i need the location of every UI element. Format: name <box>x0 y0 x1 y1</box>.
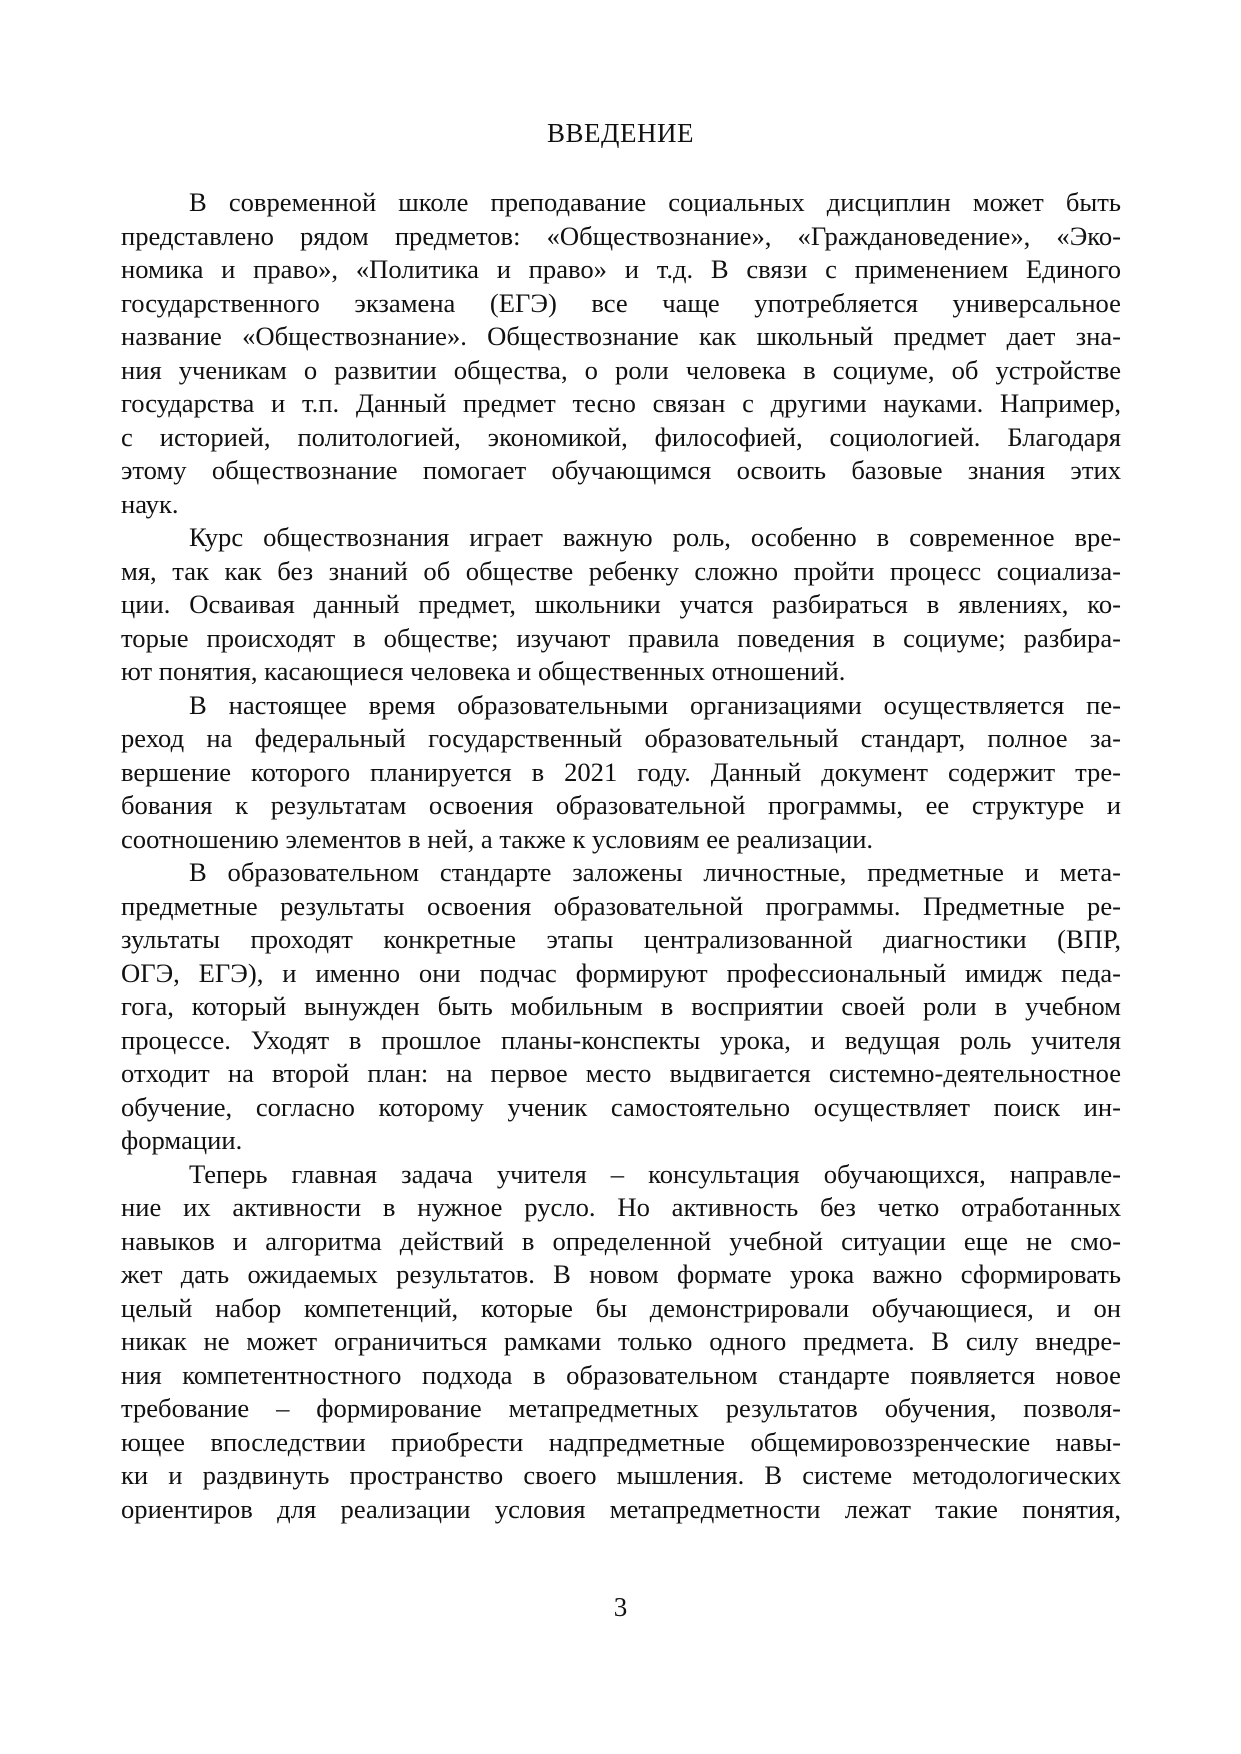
text-line: ют понятия, касающиеся человека и общественных отношений. <box>121 656 846 686</box>
text-line: процессе. Уходят в прошлое планы-конспекты урока, и ведущая роль учителя <box>121 1024 1121 1055</box>
text-line: представлено рядом предметов: «Обществознание», «Граждановедение», «Эко- <box>121 220 1121 251</box>
text-line: навыков и алгоритма действий в определенной учебной ситуации еще не смо- <box>121 1225 1121 1256</box>
text-line: ющее впоследствии приобрести надпредметные общемировоззренческие навы- <box>121 1426 1121 1457</box>
text-line: В образовательном стандарте заложены личностные, предметные и мета- <box>189 857 1121 887</box>
text-line: предметные результаты освоения образовательной программы. Предметные ре- <box>121 890 1121 921</box>
text-line: В настоящее время образовательными организациями осуществляется пе- <box>189 689 1121 720</box>
text-line: никак не может ограничиться рамками только одного предмета. В силу внедре- <box>121 1326 1121 1356</box>
body-text <box>121 186 1121 1526</box>
text-line: ния ученикам о развитии общества, о роли человека в социуме, об устройстве <box>121 354 1121 385</box>
text-line: реход на федеральный государственный образовательный стандарт, полное за- <box>121 723 1121 753</box>
text-line: ориентиров для реализации условия метапредметности лежат такие понятия, <box>121 1493 1121 1524</box>
text-line: государственного экзамена (ЕГЭ) все чаще употребляется универсальное <box>121 287 1121 318</box>
text-line: формации. <box>121 1125 243 1155</box>
text-line: государства и т.п. Данный предмет тесно связан с другими науками. Например, <box>121 388 1121 418</box>
text-line: ния компетентностного подхода в образовательном стандарте появляется новое <box>121 1359 1121 1390</box>
text-line: целый набор компетенций, которые бы демонстрировали обучающиеся, и он <box>121 1292 1121 1323</box>
page-heading: ВВЕДЕНИЕ <box>547 118 694 148</box>
text-line: зультаты проходят конкретные этапы централизованной диагностики (ВПР, <box>121 924 1121 954</box>
text-line: этому обществознание помогает обучающимся освоить базовые знания этих <box>121 455 1121 485</box>
text-line: с историей, политологией, экономикой, философией, социологией. Благодаря <box>121 421 1121 452</box>
text-line: В современной школе преподавание социальных дисциплин может быть <box>189 187 1121 217</box>
text-line: Курс обществознания играет важную роль, особенно в современное вре- <box>189 522 1121 552</box>
text-line: жет дать ожидаемых результатов. В новом формате урока важно сформировать <box>121 1259 1121 1289</box>
text-line: Теперь главная задача учителя – консультация обучающихся, направле- <box>189 1158 1121 1189</box>
text-line: мя, так как без знаний об обществе ребенку сложно пройти процесс социализа- <box>121 555 1121 586</box>
page-number: 3 <box>613 1592 628 1622</box>
text-line: ки и раздвинуть пространство своего мышления. В системе методологических <box>121 1460 1121 1490</box>
text-line: требование – формирование метапредметных результатов обучения, позволя- <box>121 1393 1121 1423</box>
text-line: отходит на второй план: на первое место выдвигается системно-деятельностное <box>121 1058 1121 1088</box>
text-line: вершение которого планируется в 2021 году. Данный документ содержит тре- <box>121 756 1121 787</box>
text-line: ОГЭ, ЕГЭ), и именно они подчас формируют профессиональный имидж педа- <box>121 957 1121 988</box>
text-line: номика и право», «Политика и право» и т.д. В связи с применением Единого <box>121 254 1121 284</box>
text-line: название «Обществознание». Обществознание как школьный предмет дает зна- <box>121 321 1121 351</box>
text-line: ции. Осваивая данный предмет, школьники учатся разбираться в явлениях, ко- <box>121 589 1121 619</box>
text-line: соотношению элементов в ней, а также к условиям ее реализации. <box>121 823 874 854</box>
text-line: ние их активности в нужное русло. Но активность без четко отработанных <box>121 1192 1121 1222</box>
text-line: гога, который вынужден быть мобильным в восприятии своей роли в учебном <box>121 991 1121 1021</box>
text-line: наук. <box>121 488 179 519</box>
text-line: обучение, согласно которому ученик самостоятельно осуществляет поиск ин- <box>121 1091 1121 1122</box>
text-line: торые происходят в обществе; изучают правила поведения в социуме; разбира- <box>121 622 1121 653</box>
text-line: бования к результатам освоения образовательной программы, ее структуре и <box>121 790 1121 820</box>
